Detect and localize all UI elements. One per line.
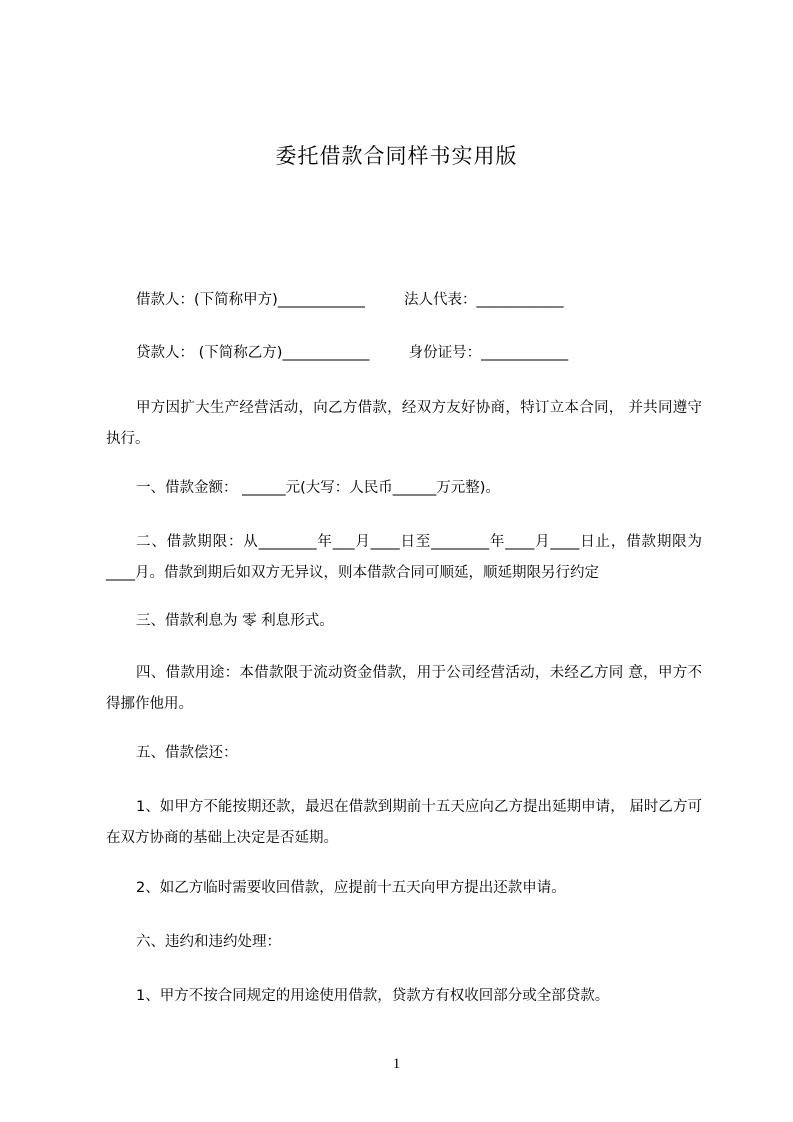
clause-term: 二、借款期限：从________年___月____日至________年____月____日止，借款期限为____月。借款到期后如双方无异议，则本借款合同可顺延，顺延期限另行约定 [106, 534, 702, 581]
legal-rep-label: 法人代表： [404, 292, 477, 308]
id-blank: ____________ [481, 345, 569, 361]
clause-repayment-title: 五、借款偿还： [136, 745, 238, 761]
clause-repayment-1: 1、如甲方不能按期还款，最迟在借款到期前十五天应向乙方提出延期申请， 届时乙方可在双方协商的基础上决定是否延期。 [106, 799, 702, 846]
lender-label: 贷款人： (下简称乙方) [136, 345, 283, 361]
id-label: 身份证号： [408, 345, 482, 361]
lender-blank: ____________ [282, 345, 370, 361]
clause-breach-1: 1、甲方不按合同规定的用途使用借款，贷款方有权收回部分或全部贷款。 [136, 988, 610, 1004]
clause-repayment-2: 2、如乙方临时需要收回借款，应提前十五天向甲方提出还款申请。 [136, 880, 566, 896]
clause-breach-title: 六、违约和违约处理： [136, 934, 281, 950]
clause-amount: 一、借款金额： ______元(大写：人民币______万元整)。 [136, 480, 500, 496]
borrower-label: 借款人：(下简称甲方) [136, 292, 278, 308]
lender-line [136, 343, 732, 363]
document-title: 委托借款合同样书实用版 [275, 144, 518, 168]
legal-rep-blank: ____________ [476, 292, 564, 308]
borrower-blank: ____________ [277, 292, 365, 308]
clause-purpose: 四、借款用途：本借款限于流动资金借款，用于公司经营活动，未经乙方同 意，甲方不得挪作他用。 [106, 665, 702, 712]
borrower-line [136, 290, 732, 310]
intro-paragraph: 甲方因扩大生产经营活动，向乙方借款，经双方友好协商，特订立本合同， 并共同遵守执行。 [106, 400, 702, 447]
page-number: 1 [392, 1056, 401, 1072]
clause-interest: 三、借款利息为 零 利息形式。 [136, 613, 334, 629]
